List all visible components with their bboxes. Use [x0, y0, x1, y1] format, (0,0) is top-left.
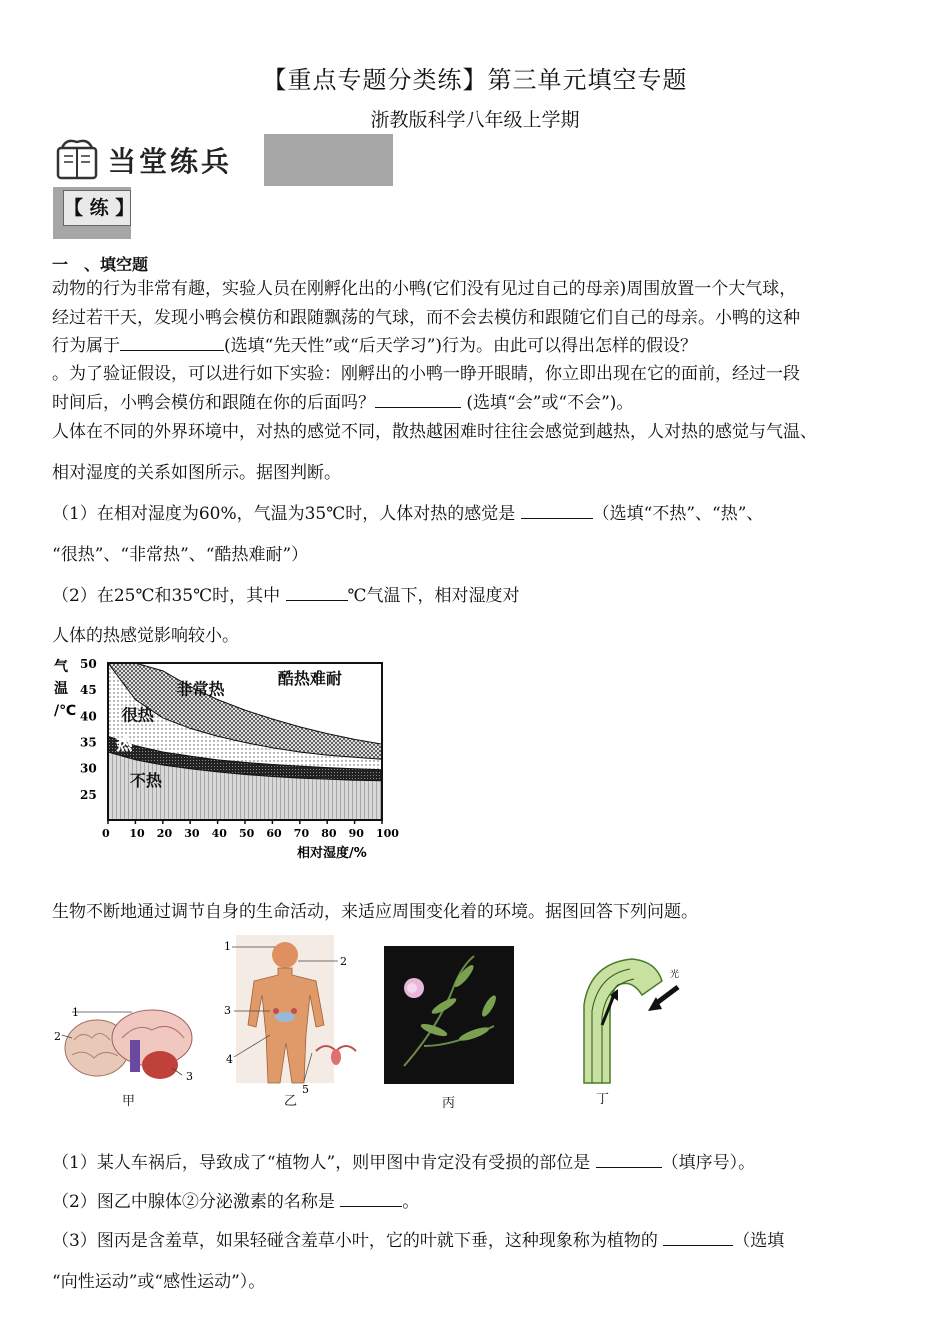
figure-ding-phototropism — [570, 955, 700, 1085]
page-subtitle: 浙教版科学八年级上学期 — [370, 109, 580, 131]
q1-line-2: 经过若干天，发现小鸭会模仿和跟随飘荡的气球，而不会去模仿和跟随它们自己的母亲。小鸭的这种 — [52, 308, 800, 328]
x-tick-label: 60 — [266, 827, 282, 840]
q2-sub-1-options: “很热”、“非常热”、“酷热难耐”） — [52, 545, 309, 565]
light-label: 光 — [670, 970, 680, 980]
q2-sub-1 — [52, 500, 912, 528]
x-axis-label: 相对湿度/% — [297, 846, 367, 861]
x-tick-label: 50 — [239, 827, 255, 840]
q1-text: (选填“会”或“不会”)。 — [461, 393, 634, 413]
q1-line-3 — [52, 332, 912, 360]
page-title: 【重点专题分类练】第三单元填空专题 — [262, 66, 688, 94]
q3-text: （2）图乙中腺体②分泌激素的名称是 — [52, 1192, 341, 1212]
practice-banner — [52, 134, 393, 186]
q3-text: 。 — [402, 1192, 420, 1212]
y-tick-label: 35 — [80, 735, 97, 750]
jia-number-1: 1 — [72, 1006, 79, 1019]
yi-number-3: 3 — [224, 1004, 231, 1017]
answer-blank[interactable] — [521, 500, 593, 519]
lian-tag-block — [53, 187, 135, 239]
yi-number-2: 2 — [340, 955, 347, 968]
q1-line-4: 。为了验证假设，可以进行如下实验：刚孵出的小鸭一睁开眼睛，你立即出现在它的面前，经过一段 — [52, 364, 800, 384]
y-tick-label: 30 — [80, 761, 97, 776]
fig-caption-jia: 甲 — [122, 1094, 136, 1109]
q3-text: （填序号）。 — [661, 1153, 756, 1173]
q2-intro-2: 相对湿度的关系如图所示。据图判断。 — [52, 463, 341, 483]
x-tick-label: 70 — [293, 827, 310, 840]
q3-sub-1 — [52, 1149, 912, 1177]
q3-sub-3-options: “向性运动”或“感性运动”）。 — [52, 1272, 266, 1292]
answer-blank[interactable] — [596, 1149, 662, 1168]
y-axis-label-part: 温 — [54, 681, 68, 697]
q2-intro-1: 人体在不同的外界环境中，对热的感觉不同，散热越困难时往往会感觉到越热，人对热的感觉与气温、 — [52, 422, 817, 442]
lian-tag: 【 练 】 — [63, 190, 131, 226]
q3-sub-2 — [52, 1188, 912, 1216]
q3-intro: 生物不断地通过调节自身的生命活动，来适应周围变化着的环境。据图回答下列问题。 — [52, 902, 698, 922]
q3-text: （1）某人车祸后，导致成了“植物人”，则甲图中肯定没有受损的部位是 — [52, 1153, 596, 1173]
yi-number-1: 1 — [224, 940, 231, 953]
region-label: 不热 — [129, 770, 162, 790]
region-label: 热 — [116, 734, 133, 754]
y-axis-label — [54, 658, 76, 719]
q2-sub-2-cont: 人体的热感觉影响较小。 — [52, 626, 239, 646]
x-tick-label: 20 — [156, 827, 173, 840]
x-tick-label: 0 — [102, 827, 110, 840]
banner-label: 当堂练兵 — [108, 145, 233, 178]
section-heading: 一 、填空题 — [52, 255, 149, 274]
heat-sensation-chart — [52, 655, 412, 865]
x-tick-label: 10 — [129, 827, 145, 840]
yi-number-5: 5 — [302, 1083, 309, 1095]
chart-plot-area — [80, 657, 399, 840]
q3-text: （选填 — [733, 1231, 785, 1251]
q1-text: 行为属于 — [52, 336, 120, 356]
x-tick-label: 100 — [376, 827, 399, 840]
q3-sub-3 — [52, 1227, 912, 1255]
fig-caption-bing: 丙 — [442, 1096, 456, 1111]
region-label: 很热 — [121, 705, 154, 725]
y-axis-label-part: /℃ — [54, 703, 77, 719]
figure-yi-body — [220, 935, 360, 1095]
region-label: 酷热难耐 — [277, 668, 342, 688]
y-tick-label: 50 — [80, 657, 97, 671]
q1-text: 时间后，小鸭会模仿和跟随在你的后面吗？ — [52, 393, 375, 413]
q1-text: (选填“先天性”或“后天学习”)行为。由此可以得出怎样的假设？ — [224, 336, 698, 356]
x-tick-label: 90 — [348, 827, 364, 840]
q1-line-1: 动物的行为非常有趣，实验人员在刚孵化出的小鸭(它们没有见过自己的母亲)周围放置一个大气球， — [52, 279, 797, 299]
region-label: 非常热 — [176, 679, 225, 699]
y-tick-label: 25 — [80, 787, 97, 802]
banner-gray-block — [264, 134, 393, 186]
answer-blank[interactable] — [663, 1227, 733, 1246]
fig-caption-yi: 乙 — [284, 1094, 298, 1109]
figure-bing-mimosa — [384, 946, 514, 1084]
y-tick-label: 40 — [80, 709, 97, 724]
jia-number-2: 2 — [54, 1030, 61, 1043]
y-axis-label-part: 气 — [54, 659, 68, 675]
book-icon — [52, 134, 108, 186]
figure-jia-brain — [52, 1000, 202, 1090]
x-tick-label: 80 — [321, 827, 337, 840]
q2-sub-2 — [52, 582, 912, 610]
jia-number-3: 3 — [186, 1070, 193, 1083]
answer-blank[interactable] — [340, 1188, 402, 1207]
x-tick-label: 30 — [184, 827, 200, 840]
answer-blank[interactable] — [286, 582, 348, 601]
x-tick-label: 40 — [211, 827, 227, 840]
q1-line-5 — [52, 389, 912, 417]
q2-text: （选填“不热”、“热”、 — [592, 504, 764, 524]
q3-text: （3）图丙是含羞草，如果轻碰含羞草小叶，它的叶就下垂，这种现象称为植物的 — [52, 1231, 664, 1251]
q2-text: （2）在25℃和35℃时，其中 — [52, 586, 286, 606]
q2-text: （1）在相对湿度为60%，气温为35℃时，人体对热的感觉是 — [52, 504, 521, 524]
q2-text: ℃气温下，相对湿度对 — [347, 586, 520, 606]
yi-number-4: 4 — [226, 1053, 233, 1066]
answer-blank[interactable] — [375, 389, 461, 408]
answer-blank[interactable] — [120, 332, 224, 351]
y-tick-label: 45 — [80, 683, 97, 698]
fig-caption-ding: 丁 — [596, 1092, 610, 1107]
